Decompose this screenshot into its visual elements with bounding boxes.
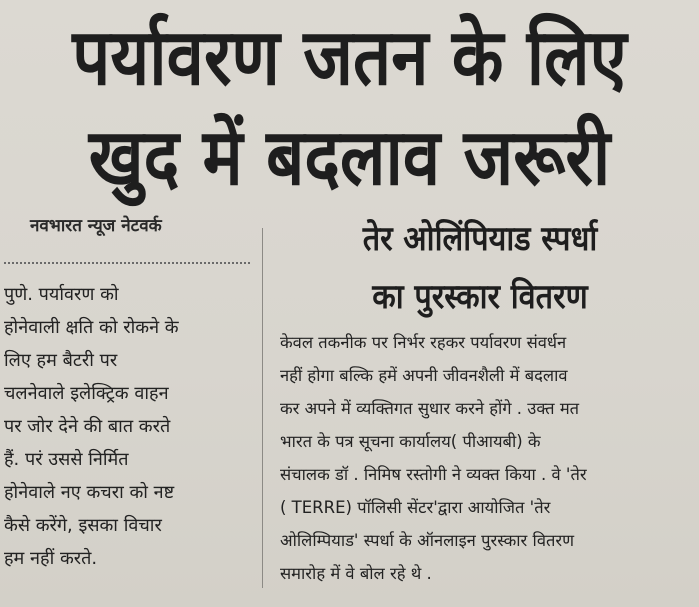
sub-headline <box>270 210 690 326</box>
article-line: केवल तकनीक पर निर्भर रहकर पर्यावरण संवर्धन <box>280 333 567 352</box>
article-line: होनेवाले नए कचरा को नष्ट <box>4 482 175 503</box>
left-article-column <box>4 278 246 575</box>
column-divider <box>262 228 263 588</box>
article-line: हैं. परं उससे निर्मित <box>4 449 129 470</box>
article-line: भारत के पत्र सूचना कार्यालय( पीआयबी) के <box>280 432 541 451</box>
byline: नवभारत न्यूज नेटवर्क <box>30 216 162 236</box>
dotted-divider <box>4 262 250 264</box>
sub-headline-line-2: का पुरस्कार वितरण <box>372 277 588 317</box>
right-article-column <box>280 326 680 590</box>
article-line: लिए हम बैटरी पर <box>4 350 118 371</box>
headline-line-1: पर्यावरण जतन के लिए <box>72 13 627 103</box>
article-line: होनेवाली क्षति को रोकने के <box>4 317 179 338</box>
article-line: पर जोर देने की बात करते <box>4 416 171 437</box>
article-line: संचालक डॉ . निमिष रस्तोगी ने व्यक्त किया . वे 'तेर <box>280 465 587 484</box>
article-line: कर अपने में व्यक्तिगत सुधार करने होंगे . उक्त मत <box>280 399 580 418</box>
article-line: हम नहीं करते. <box>4 548 98 569</box>
sub-headline-line-1: तेर ओलिंपियाड स्पर्धा <box>362 219 598 259</box>
article-line: ओलिम्पियाड' स्पर्धा के ऑनलाइन पुरस्कार वितरण <box>280 531 575 550</box>
article-line: समारोह में वे बोल रहे थे . <box>280 564 432 583</box>
article-line: पुणे. पर्यावरण को <box>4 284 119 305</box>
headline-line-2: खुद में बदलाव जरूरी <box>88 113 611 203</box>
main-headline <box>0 8 699 208</box>
article-line: ( TERRE) पॉलिसी सेंटर'द्वारा आयोजित 'तेर <box>280 498 551 517</box>
article-line: चलनेवाले इलेक्ट्रिक वाहन <box>4 383 169 404</box>
article-line: नहीं होगा बल्कि हमें अपनी जीवनशैली में बदलाव <box>280 366 568 385</box>
article-line: कैसे करेंगे, इसका विचार <box>4 515 162 536</box>
